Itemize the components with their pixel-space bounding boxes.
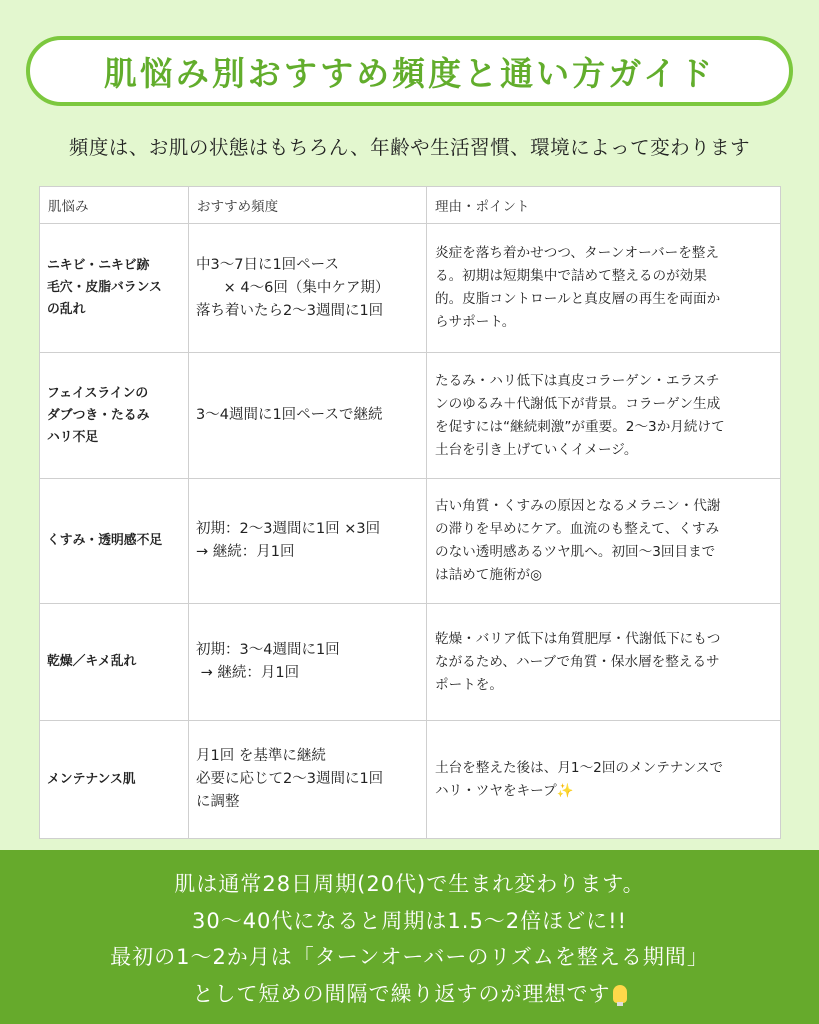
footer-line: 最初の1〜2か月は「ターンオーバーのリズムを整える期間」 [110,945,709,969]
concern-cell [40,721,189,839]
frequency-cell [189,224,427,353]
frequency-text: 必要に応じて2〜3週間に1回 [196,771,384,787]
reason-text: を促すには“継続刺激”が重要。2〜3か月続けて [435,418,725,435]
header-frequency: おすすめ頻度 [189,187,427,224]
concern-cell [40,224,189,353]
table-row [40,604,781,721]
lightbulb-icon [613,985,627,1003]
reason-text: たるみ・ハリ低下は真皮コラーゲン・エラスチ [435,372,720,389]
table-row [40,224,781,353]
table-row [40,721,781,839]
reason-text: 乾燥・バリア低下は角質肥厚・代謝低下にもつ [435,630,721,647]
concern-cell [40,479,189,604]
reason-text: 炎症を落ち着かせつつ、ターンオーバーを整え [435,245,719,261]
reason-text: のない透明感あるツヤ肌へ。初回〜3回目まで [435,544,716,560]
reason-cell [427,721,781,839]
frequency-text: 月1回 を基準に継続 [196,748,326,764]
header-reason: 理由・ポイント [427,187,781,224]
frequency-cell [189,721,427,839]
footer-line-last [0,976,819,1013]
frequency-text: 落ち着いたら2〜3週間に1回 [196,302,384,319]
footer-banner [0,850,819,1024]
guide-table-container [39,186,780,839]
concern-text: ニキビ・ニキビ跡 [47,258,150,273]
frequency-text: → 継続：月1回 [196,665,300,681]
concern-text: 毛穴・皮脂バランス [47,280,162,295]
concern-text: ハリ不足 [47,429,99,445]
frequency-text: 初期：2〜3週間に1回 ×3回 [196,521,381,537]
table-row [40,479,781,604]
page-title: 肌悩み別おすすめ頻度と通い方ガイド [103,53,716,93]
reason-text: ポートを。 [435,676,503,693]
frequency-text: → 継続：月1回 [196,544,295,560]
reason-text: 土台を引き上げていくイメージ。 [435,441,638,458]
footer-line: として短めの間隔で繰り返すのが理想です [192,981,611,1006]
concern-text: 乾燥／キメ乱れ [47,654,137,669]
guide-table [39,186,781,839]
frequency-text: に調整 [196,794,240,810]
header-concern: 肌悩み [40,187,189,224]
footer-line: 肌は通常28日周期(20代)で生まれ変わります。 [174,872,645,896]
concern-text: の乱れ [47,302,86,317]
reason-text: ンのゆるみ＋代謝低下が背景。コラーゲン生成 [435,395,721,412]
title-banner [26,36,793,106]
frequency-cell [189,353,427,479]
table-header-row [40,187,781,224]
table-row [40,353,781,479]
reason-cell [427,224,781,353]
reason-text: らサポート。 [435,314,516,330]
concern-cell [40,353,189,479]
concern-text: ダブつき・たるみ [47,407,150,423]
reason-text: ハリ・ツヤをキープ✨ [435,782,574,799]
concern-text: くすみ・透明感不足 [47,533,163,548]
frequency-text: 3〜4週間に1回ペースで継続 [196,407,383,423]
reason-text: 土台を整えた後は、月1〜2回のメンテナンスで [435,759,724,776]
concern-cell [40,604,189,721]
reason-cell [427,353,781,479]
concern-text: フェイスラインの [47,385,149,401]
frequency-text: × 4〜6回（集中ケア期） [196,279,390,296]
footer-line: 30〜40代になると周期は1.5〜2倍ほどに!! [191,908,628,933]
reason-text: の滞りを早めにケア。血流のも整えて、くすみ [435,521,720,537]
reason-text: 的。皮脂コントロールと真皮層の再生を両面か [435,291,721,307]
frequency-cell [189,604,427,721]
frequency-text: 初期：3〜4週間に1回 [196,642,340,658]
frequency-text: 中3〜7日に1回ペース [196,256,339,273]
reason-text: る。初期は短期集中で詰めて整えるのが効果 [435,268,707,284]
reason-cell [427,479,781,604]
frequency-cell [189,479,427,604]
concern-text: メンテナンス肌 [47,771,136,787]
reason-cell [427,604,781,721]
reason-text: 古い角質・くすみの原因となるメラニン・代謝 [435,498,721,514]
page-subtitle: 頻度は、お肌の状態はもちろん、年齢や生活習慣、環境によって変わります [68,136,751,159]
reason-text: は詰めて施術が◎ [435,567,543,583]
reason-text: ながるため、ハーブで角質・保水層を整えるサ [435,653,720,670]
